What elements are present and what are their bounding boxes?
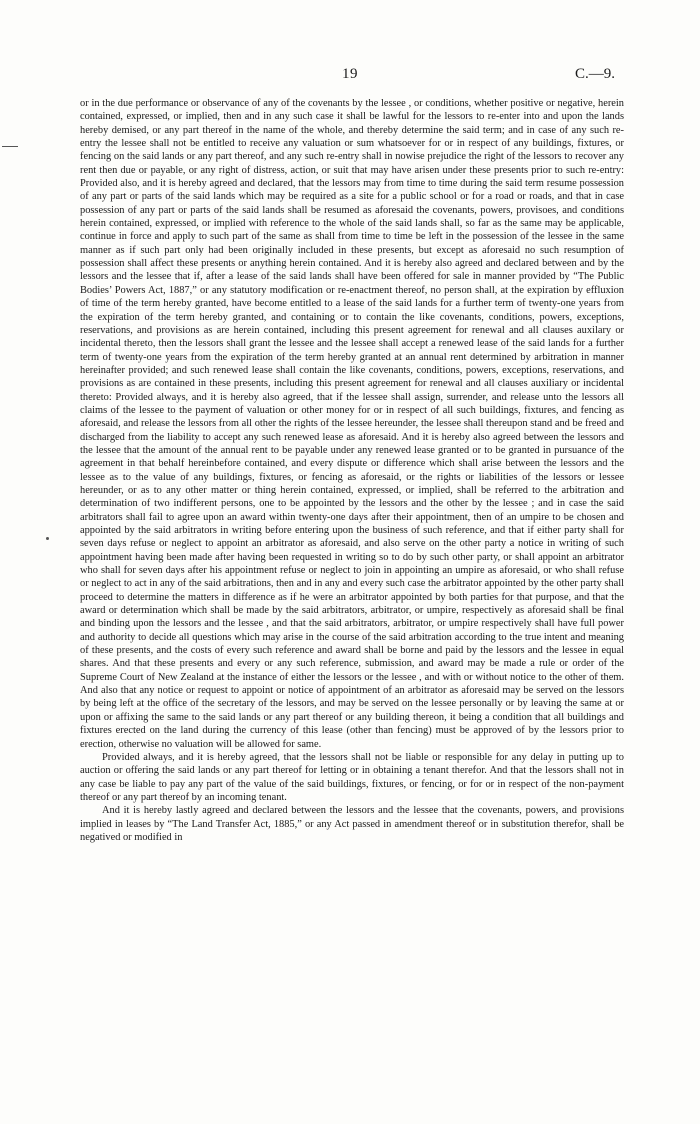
- page-number: 19: [342, 66, 358, 82]
- margin-mark: [2, 146, 18, 147]
- paragraph-final-agreement: And it is hereby lastly agreed and declared between the lessors and the lessee that the covenants, powers, and provisions implied in leases by “The Land Transfer Act, 1885,” or any Act passed in amendment thereof or in substitution therefor, shall be negatived or modified in: [80, 805, 624, 843]
- paragraph-lease-conditions: or in the due performance or observance of any of the covenants by the lessee , or conditions, whether positive or negative, herein contained, expressed, or implied, then and in any such case it shall be lawful for the lessors to re-enter into and upon the lands hereby demised, or any part thereof in the name of the whole, and thereby determine the said term; and in case of any such re-entry the lessee shall not be entitled to receive any valuation or sum whatsoever for or in respect of any buildings, fixtures, or fencing on the said lands or any part thereof, and any such re-entry shall in nowise prejudice the right of the lessors to recover any rent then due or payable, or any right of distress, action, or suit that may have arisen under these presents prior to such re-entry: Provided also, and it is hereby agreed and declared, that the lessors may from time to time during the said term resume possession of any part or parts of the said lands which may be required as a site for a public school or for a road or roads, and that in case possession of any part or parts of the said lands shall be resumed as aforesaid the covenants, powers, provisoes, and conditions herein contained, expressed, or implied with reference to the whole of the said lands shall, so far as the same may be applicable, continue in force and apply to such part of the same as shall from time to time be left in the possession of the lessee in the same manner as if such part only had been originally included in these presents, but except as aforesaid no such resumption of possession shall affect these presents or anything herein contained. And it is hereby also agreed and declared between and by the lessors and the lessee that if, after a lease of the said lands shall have been offered for sale in manner provided by “The Public Bodies’ Powers Act, 1887,” or any statutory modification or re-enactment thereof, no person shall, at the expiration by effluxion of time of the term hereby granted, have become entitled to a lease of the said lands for a further term of twenty-one years from the expiration of the term hereby granted, and containing or to contain the like covenants, conditions, powers, exceptions, reservations, and provisions as are herein contained, including this present agreement for renewal and all clauses auxilary or incidental thereto, then the lessors shall grant the lessee and the lessee shall accept a renewed lease of the said lands for a further term of twenty-one years from the expiration of the term hereby granted at an annual rent determined by arbitration in manner hereinafter provided; and such renewed lease shall contain the like covenants, conditions, powers, exceptions, reservations, and provisions as are contained in these presents, including this present agreement for renewal and all clauses auxiliary or incidental thereto: Provided always, and it is hereby also agreed, that if the lessee shall assign, surrender, and release unto the lessors all claims of the lessee to the payment of valuation or other money for or in respect of all such buildings, fixtures, and fencing as aforesaid, and release the lessors from all other the rights of the lessee hereunder, the lessee shall thereupon stand and be freed and discharged from the liability to accept any such renewed lease as aforesaid. And it is hereby also agreed between the lessors and the lessee that the amount of the annual rent to be payable under any renewed lease granted or to be granted in pursuance of the agreement in that behalf hereinbefore contained, and every dispute or difference which shall arise between the lessors and the lessee as to the value of any buildings, fixtures, or fencing as aforesaid, or the rights or liabilities of the lessors or lessee hereunder, or as to any other matter or thing herein contained, expressed, or implied, shall be referred to the arbitration and determination of two indifferent persons, one to be appointed by the lessors and the other by the lessee ; and in case the said arbitrators shall fail to agree upon an award within twenty-one days after their appointment, then of an umpire to be chosen and appointed by the said arbitrators in writing before entering upon the business of such reference, and that if either party shall for seven days refuse or neglect to appoint an arbitrator as aforesaid, and also serve on the other party a notice in writing of such appointment having been made after having been requested in writing so to do by such other party, or shall appoint an arbitrator who shall for seven days after his appointment refuse or neglect to join in appointing an umpire as aforesaid, or who shall refuse or neglect to act in any of the said arbitrations, then and in any and every such case the arbitrator appointed by the other party shall proceed to determine the matters in difference as if he were an arbitrator appointed by both parties for that purpose, and that the award or determination which shall be made by the said arbitrators, arbitrator, or umpire, respectively as aforesaid shall be final and binding upon the lessors and the lessee , and that the said arbitrators, arbitrator, or umpire respectively shall have full power and authority to decide all questions which may arise in the course of the said arbitration according to the true intent and meaning of these presents, and the costs of every such reference and award shall be borne and paid by the lessors and the lessee in equal shares. And that these presents and every or any such reference, submission, and award may be made a rule or order of the Supreme Court of New Zealand at the instance of either the lessors or the lessee , and with or without notice to the other of them. And also that any notice or request to appoint or notice of appointment of an arbitrator as aforesaid may be served on the lessors by being left at the office of the secretary of the lessors, and may be served on the lessee personally or by leaving the same at or upon or affixing the same to the said lands or any part thereof or any building thereon, it being a condition that all buildings and fixtures erected on the land during the currency of this lease (other than fencing) must be approved of by the lessors prior to erection, otherwise no valuation will be allowed for same.: [80, 98, 624, 750]
- body-text: [80, 97, 624, 844]
- margin-dot: [46, 537, 49, 540]
- paragraph-proviso-liability: Provided always, and it is hereby agreed, that the lessors shall not be liable or responsible for any delay in putting up to auction or offering the said lands or any part thereof for letting or in obtaining a tenant therefor. And that the lessors shall not in any case be liable to pay any part of the value of the said buildings, fixtures, or fencing, or for or in respect of the non-payment thereof or any part thereof by an incoming tenant.: [80, 751, 624, 803]
- document-reference: C.—9.: [575, 66, 616, 82]
